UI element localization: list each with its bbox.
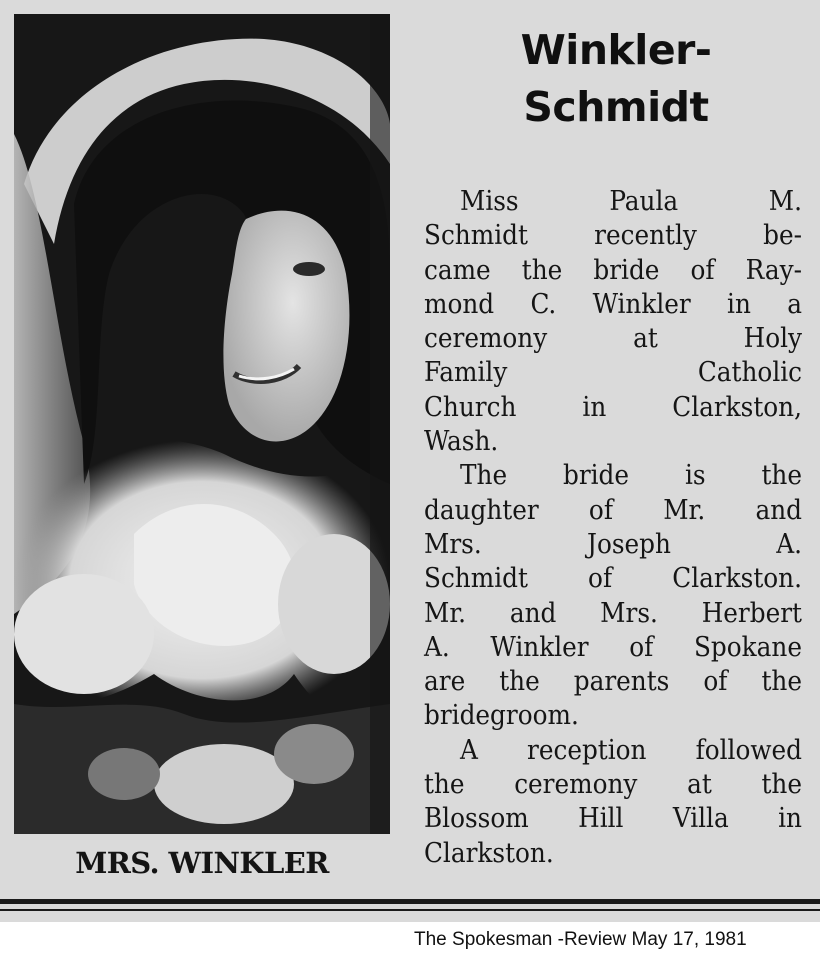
article-line [424, 596, 802, 630]
article-word: in [582, 390, 607, 423]
article-line [424, 493, 802, 527]
article-word: Mrs. [424, 527, 482, 560]
article-word: the [521, 253, 563, 286]
article-word: Ray- [745, 253, 802, 286]
article-word: bride [593, 253, 660, 286]
article-word: Catholic [697, 356, 802, 389]
article-word: Winkler [490, 630, 589, 663]
article-word: the [761, 665, 802, 698]
article-word: of [629, 630, 654, 663]
article-line [424, 630, 802, 664]
article-line [424, 390, 802, 424]
article-word: Spokane [693, 630, 802, 663]
article-line [424, 218, 802, 252]
article-word: at [687, 768, 712, 801]
article-word: parents [573, 665, 670, 698]
article-line [424, 355, 802, 389]
article-word: The [460, 459, 508, 492]
article-line [424, 733, 802, 767]
article-word: Blossom [424, 802, 529, 835]
article-word: A. [776, 527, 802, 560]
article-word: the [499, 665, 540, 698]
article-word: Holy [743, 322, 802, 355]
article-word: of [588, 562, 613, 595]
article-word: daughter [424, 493, 539, 526]
article-word: Schmidt [424, 562, 528, 595]
article-word: Schmidt [424, 219, 528, 252]
article-line [424, 424, 802, 458]
article-word: be- [763, 219, 802, 252]
headline-line-1: Winkler- [520, 26, 712, 74]
article-word: reception [527, 733, 647, 766]
article-word: is [684, 459, 706, 492]
article-word: Mr. [424, 596, 467, 629]
article-word: Hill [578, 802, 624, 835]
article-word: and [755, 493, 802, 526]
article-word: Paula [609, 185, 679, 217]
bride-photo [14, 14, 390, 834]
article-word: Clarkston. [672, 562, 802, 595]
photo-caption: MRS. WINKLER [75, 846, 329, 880]
article-word: in [727, 287, 751, 320]
article-line [424, 561, 802, 595]
article-word: M. [768, 185, 802, 217]
article-word: of [588, 493, 613, 526]
article-line [424, 836, 802, 870]
article-word: Clarkston, [672, 390, 802, 423]
article-line [424, 458, 802, 492]
article-line [424, 527, 802, 561]
article-word: the [761, 768, 802, 801]
bottom-rule-thick [0, 899, 820, 904]
article-line [424, 321, 802, 355]
article-word: a [787, 287, 802, 320]
article-word: are [424, 665, 466, 698]
article-word: Villa [672, 802, 729, 835]
article-word: A. [424, 630, 450, 663]
article-line [424, 184, 802, 218]
bride-portrait-image [14, 14, 390, 834]
article-line [424, 698, 802, 732]
article-line [424, 287, 802, 321]
article-word: the [761, 459, 802, 492]
article-line [424, 664, 802, 698]
article-word: at [633, 322, 658, 355]
article-word: Clarkston. [424, 836, 554, 869]
article-word: Family [424, 356, 508, 389]
article-line [424, 253, 802, 287]
article-word: mond [424, 287, 495, 320]
article-word: Church [424, 390, 517, 423]
article-word: Herbert [701, 596, 802, 629]
article-word: and [509, 596, 557, 629]
article-word: Mr. [663, 493, 706, 526]
article-word: in [778, 802, 802, 835]
article-word: came [424, 253, 491, 286]
article-word: Miss [460, 185, 519, 217]
article-word: ceremony [514, 768, 638, 801]
article-word: C. [530, 287, 557, 320]
article-body [424, 184, 802, 870]
article-line [424, 801, 802, 835]
article-word: bride [562, 459, 630, 492]
article-word: followed [695, 733, 802, 766]
article-word: of [690, 253, 715, 286]
article-word: Mrs. [600, 596, 658, 629]
article-word: Joseph [587, 527, 671, 560]
article-word: Winkler [592, 287, 691, 320]
article-word: Wash. [424, 425, 499, 458]
headline-line-2: Schmidt [523, 83, 709, 131]
article-word: of [703, 665, 728, 698]
article-line [424, 767, 802, 801]
article-word: recently [594, 219, 697, 252]
article-word: A [460, 733, 478, 766]
article-word: ceremony [424, 322, 548, 355]
source-citation: The Spokesman -Review May 17, 1981 [414, 929, 747, 950]
article-word: the [424, 768, 465, 801]
bottom-rule-thin [0, 909, 820, 911]
article-word: bridegroom. [424, 699, 579, 732]
headline [430, 22, 802, 136]
